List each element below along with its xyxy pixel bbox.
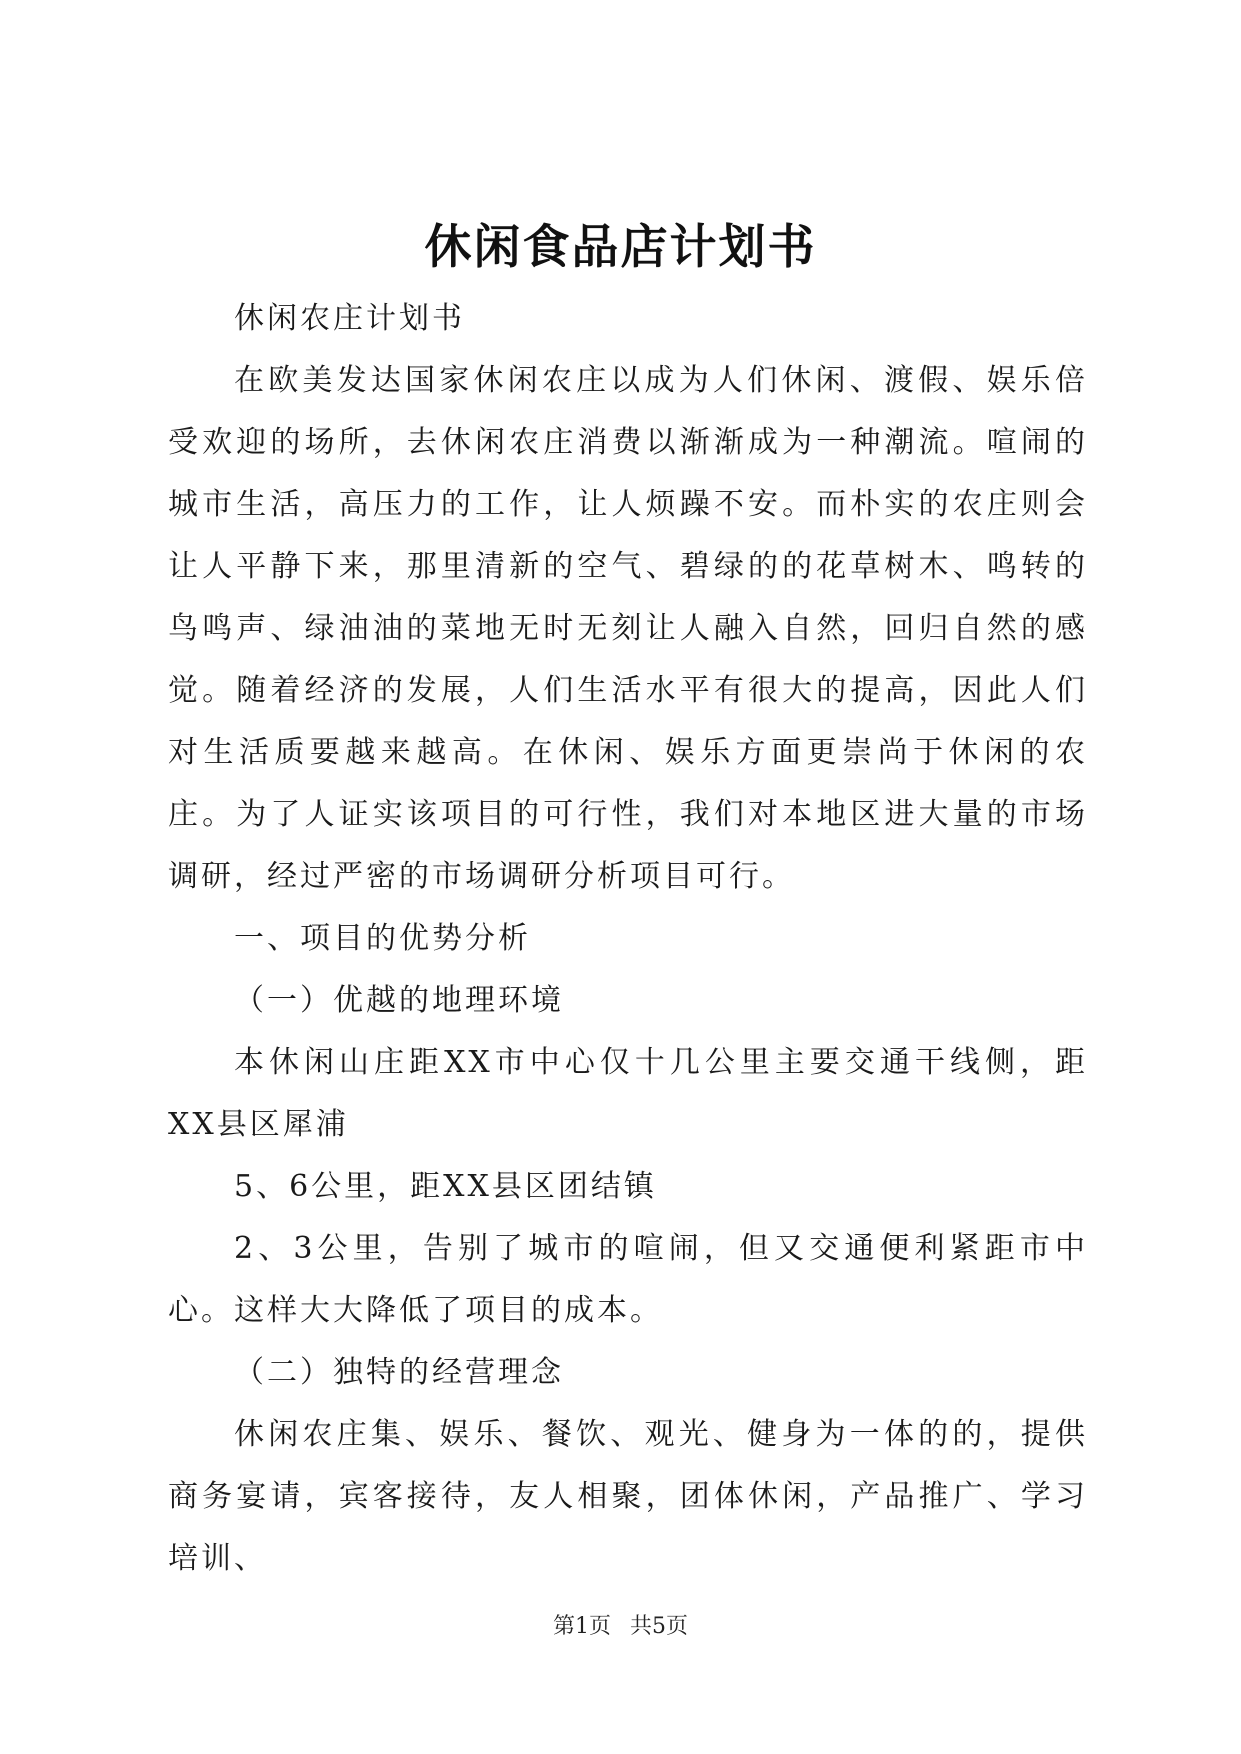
section-heading-advantages: 一、项目的优势分析: [234, 921, 531, 956]
subsection-heading-location: （一）优越的地理环境: [234, 983, 564, 1018]
paragraph-distance-2: 2、3公里，告别了城市的喧闹，但又交通便利紧距市中心。这样大大降低了项目的成本。: [168, 1231, 1088, 1328]
page-number: 第1页: [553, 1614, 611, 1639]
subsection-heading-concept: （二）独特的经营理念: [234, 1355, 564, 1390]
paragraph-intro: 在欧美发达国家休闲农庄以成为人们休闲、渡假、娱乐倍受欢迎的场所，去休闲农庄消费以渐渐成为一种潮流。喧闹的城市生活，高压力的工作，让人烦躁不安。而朴实的农庄则会让人平静下来，那里清新的空气、碧绿的的花草树木、鸣转的鸟鸣声、绿油油的菜地无时无刻让人融入自然，回归自然的感觉。随着经济的发展，人们生活水平有很大的提高，因此人们对生活质要越来越高。在休闲、娱乐方面更崇尚于休闲的农庄。为了人证实该项目的可行性，我们对本地区进大量的市场调研，经过严密的市场调研分析项目可行。: [168, 363, 1088, 894]
paragraph-location: 本休闲山庄距XX市中心仅十几公里主要交通干线侧，距XX县区犀浦: [168, 1045, 1088, 1142]
page-title: 休闲食品店计划书: [424, 220, 817, 275]
paragraph-subtitle: 休闲农庄计划书: [234, 301, 465, 336]
page-total: 共5页: [630, 1614, 688, 1639]
document-body: [168, 288, 1088, 1590]
paragraph-concept: 休闲农庄集、娱乐、餐饮、观光、健身为一体的的，提供商务宴请，宾客接待，友人相聚，团体休闲，产品推广、学习培训、: [168, 1417, 1088, 1576]
page-footer: [0, 1612, 1241, 1642]
paragraph-distance-1: 5、6公里，距XX县区团结镇: [234, 1169, 657, 1204]
